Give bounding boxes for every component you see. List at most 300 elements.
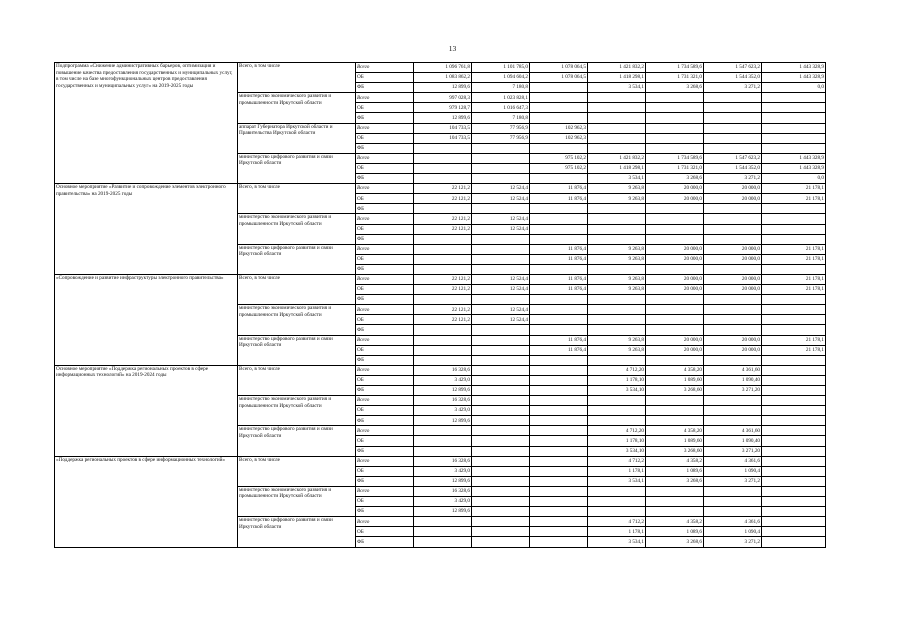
year-2025-cell <box>762 143 826 153</box>
year-2020-cell <box>472 143 530 153</box>
year-2025-cell <box>762 133 826 143</box>
year-2025-cell <box>762 315 826 325</box>
year-2023-cell: 4 358,2 <box>646 456 704 466</box>
program-cell: «Сопровождение и развитие инфраструктуры электронного правительства» <box>55 274 238 365</box>
year-2022-cell: 1 178,1 <box>588 466 646 476</box>
year-2021-cell <box>530 486 588 496</box>
year-2024-cell <box>704 355 762 365</box>
year-2020-cell <box>472 355 530 365</box>
year-2019-cell: 22 121,2 <box>414 214 472 224</box>
year-2025-cell <box>762 456 826 466</box>
year-2021-cell <box>530 113 588 123</box>
year-2022-cell: 9 263,8 <box>588 184 646 194</box>
year-2024-cell: 20 000,0 <box>704 274 762 284</box>
year-2020-cell <box>472 325 530 335</box>
year-2023-cell: 4 358,20 <box>646 426 704 436</box>
year-2021-cell <box>530 355 588 365</box>
year-2021-cell <box>530 406 588 416</box>
year-2021-cell <box>530 93 588 103</box>
year-2025-cell <box>762 264 826 274</box>
year-2020-cell <box>472 365 530 375</box>
year-2025-cell <box>762 234 826 244</box>
source-cell: ФБ <box>356 295 414 305</box>
year-2025-cell <box>762 375 826 385</box>
year-2025-cell <box>762 406 826 416</box>
year-2024-cell <box>704 214 762 224</box>
source-cell: ФБ <box>356 386 414 396</box>
year-2023-cell <box>646 315 704 325</box>
year-2023-cell <box>646 143 704 153</box>
year-2020-cell <box>472 486 530 496</box>
year-2021-cell <box>530 386 588 396</box>
year-2021-cell <box>530 264 588 274</box>
year-2019-cell: 1 096 761,8 <box>414 63 472 73</box>
year-2024-cell: 4 361,60 <box>704 365 762 375</box>
year-2024-cell <box>704 224 762 234</box>
year-2025-cell: 21 178,1 <box>762 335 826 345</box>
year-2025-cell: 21 178,1 <box>762 244 826 254</box>
year-2019-cell: 22 121,2 <box>414 315 472 325</box>
year-2023-cell <box>646 224 704 234</box>
source-cell: ОБ <box>356 315 414 325</box>
year-2024-cell <box>704 406 762 416</box>
year-2023-cell: 20 000,0 <box>646 285 704 295</box>
year-2024-cell: 4 361,6 <box>704 456 762 466</box>
year-2023-cell: 1 731 321,0 <box>646 163 704 173</box>
year-2021-cell <box>530 416 588 426</box>
year-2020-cell <box>472 507 530 517</box>
year-2019-cell <box>414 163 472 173</box>
year-2019-cell: 12 899,6 <box>414 113 472 123</box>
year-2024-cell: 1 547 623,2 <box>704 63 762 73</box>
year-2021-cell: 11 876,4 <box>530 274 588 284</box>
source-cell: Всего <box>356 517 414 527</box>
source-cell: ОБ <box>356 497 414 507</box>
year-2022-cell <box>588 295 646 305</box>
year-2023-cell: 1 731 321,0 <box>646 73 704 83</box>
executor-cell: Всего, в том числе <box>238 63 356 93</box>
year-2022-cell: 9 263,8 <box>588 274 646 284</box>
year-2021-cell <box>530 466 588 476</box>
year-2020-cell <box>472 527 530 537</box>
year-2022-cell <box>588 123 646 133</box>
year-2024-cell: 3 271,20 <box>704 386 762 396</box>
year-2022-cell <box>588 497 646 507</box>
year-2023-cell: 3 268,6 <box>646 83 704 93</box>
year-2024-cell: 20 000,0 <box>704 345 762 355</box>
year-2020-cell <box>472 537 530 547</box>
year-2019-cell <box>414 426 472 436</box>
year-2022-cell: 1 421 832,2 <box>588 153 646 163</box>
year-2024-cell <box>704 486 762 496</box>
year-2022-cell <box>588 305 646 315</box>
year-2020-cell: 12 524,4 <box>472 305 530 315</box>
source-cell: ОБ <box>356 436 414 446</box>
year-2024-cell: 4 361,6 <box>704 517 762 527</box>
year-2023-cell <box>646 93 704 103</box>
year-2023-cell: 1 089,6 <box>646 466 704 476</box>
year-2024-cell: 20 000,0 <box>704 254 762 264</box>
source-cell: ОБ <box>356 254 414 264</box>
source-cell: ОБ <box>356 345 414 355</box>
year-2020-cell: 12 524,4 <box>472 315 530 325</box>
source-cell: ФБ <box>356 537 414 547</box>
year-2020-cell <box>472 153 530 163</box>
year-2022-cell <box>588 133 646 143</box>
year-2023-cell <box>646 103 704 113</box>
year-2019-cell: 3 429,0 <box>414 466 472 476</box>
year-2020-cell <box>472 234 530 244</box>
year-2022-cell: 1 418 298,1 <box>588 163 646 173</box>
year-2019-cell <box>414 244 472 254</box>
year-2021-cell <box>530 426 588 436</box>
year-2025-cell <box>762 224 826 234</box>
year-2020-cell <box>472 386 530 396</box>
year-2024-cell <box>704 264 762 274</box>
year-2020-cell <box>472 163 530 173</box>
year-2020-cell: 1 023 828,1 <box>472 93 530 103</box>
year-2025-cell <box>762 436 826 446</box>
year-2022-cell <box>588 264 646 274</box>
year-2019-cell <box>414 264 472 274</box>
year-2019-cell: 22 121,2 <box>414 285 472 295</box>
year-2022-cell <box>588 315 646 325</box>
year-2022-cell: 1 178,1 <box>588 527 646 537</box>
table-row <box>55 456 826 466</box>
year-2020-cell <box>472 295 530 305</box>
executor-cell: Всего, в том числе <box>238 456 356 486</box>
year-2023-cell: 3 268,60 <box>646 386 704 396</box>
source-cell: Всего <box>356 365 414 375</box>
year-2023-cell <box>646 396 704 406</box>
year-2025-cell: 1 443 328,9 <box>762 163 826 173</box>
year-2021-cell <box>530 83 588 93</box>
year-2020-cell <box>472 426 530 436</box>
year-2019-cell <box>414 295 472 305</box>
year-2021-cell <box>530 517 588 527</box>
year-2023-cell: 1 734 589,6 <box>646 63 704 73</box>
executor-cell: министерство экономического развития и промышленности Иркутской области <box>238 305 356 335</box>
year-2024-cell <box>704 103 762 113</box>
year-2019-cell <box>414 254 472 264</box>
year-2025-cell <box>762 507 826 517</box>
year-2019-cell: 3 429,0 <box>414 497 472 507</box>
program-cell: Основное мероприятие «Развитие и сопровождение элементов электронного правительства» на 2019-2025 годы <box>55 184 238 275</box>
year-2020-cell: 7 180,8 <box>472 113 530 123</box>
year-2024-cell: 3 271,2 <box>704 83 762 93</box>
year-2024-cell <box>704 123 762 133</box>
table-row <box>55 184 826 194</box>
year-2025-cell: 21 178,1 <box>762 194 826 204</box>
source-cell: ФБ <box>356 416 414 426</box>
year-2023-cell: 1 089,6 <box>646 527 704 537</box>
year-2023-cell <box>646 295 704 305</box>
executor-cell: Всего, в том числе <box>238 184 356 214</box>
year-2020-cell <box>472 204 530 214</box>
executor-cell: министерство экономического развития и промышленности Иркутской области <box>238 93 356 123</box>
source-cell: ФБ <box>356 234 414 244</box>
year-2023-cell <box>646 133 704 143</box>
year-2022-cell: 4 712,2 <box>588 456 646 466</box>
budget-table <box>54 62 826 548</box>
executor-cell: министерство экономического развития и промышленности Иркутской области <box>238 486 356 516</box>
table-row <box>55 63 826 73</box>
year-2019-cell: 12 899,6 <box>414 416 472 426</box>
executor-cell: министерство цифрового развития и связи Иркутской области <box>238 244 356 274</box>
year-2022-cell: 9 263,8 <box>588 254 646 264</box>
year-2022-cell: 9 263,8 <box>588 335 646 345</box>
year-2025-cell <box>762 446 826 456</box>
source-cell: Всего <box>356 153 414 163</box>
source-cell: Всего <box>356 396 414 406</box>
year-2022-cell <box>588 204 646 214</box>
year-2023-cell <box>646 123 704 133</box>
year-2024-cell: 20 000,0 <box>704 335 762 345</box>
year-2022-cell <box>588 224 646 234</box>
year-2024-cell <box>704 325 762 335</box>
year-2025-cell <box>762 325 826 335</box>
source-cell: Всего <box>356 63 414 73</box>
year-2021-cell <box>530 234 588 244</box>
year-2021-cell <box>530 456 588 466</box>
year-2024-cell <box>704 295 762 305</box>
year-2020-cell <box>472 244 530 254</box>
year-2020-cell: 7 180,8 <box>472 83 530 93</box>
year-2019-cell: 1 083 862,2 <box>414 73 472 83</box>
table-row <box>55 365 826 375</box>
year-2021-cell <box>530 295 588 305</box>
year-2020-cell: 12 524,4 <box>472 274 530 284</box>
year-2023-cell <box>646 113 704 123</box>
year-2019-cell <box>414 517 472 527</box>
year-2024-cell: 20 000,0 <box>704 285 762 295</box>
year-2021-cell <box>530 103 588 113</box>
year-2021-cell <box>530 476 588 486</box>
program-cell: Подпрограмма «Снижение административных барьеров, оптимизация и повышение качества предоставления государственных и муниципальных услуг, в том числе на базе многофункциональных центров предоставления государственных и муниципальных услуг» на 2019-2025 годы <box>55 63 238 184</box>
year-2025-cell <box>762 476 826 486</box>
year-2022-cell: 3 534,1 <box>588 83 646 93</box>
year-2020-cell <box>472 517 530 527</box>
year-2021-cell <box>530 507 588 517</box>
year-2019-cell <box>414 204 472 214</box>
year-2021-cell <box>530 436 588 446</box>
year-2020-cell <box>472 456 530 466</box>
executor-cell: министерство экономического развития и промышленности Иркутской области <box>238 214 356 244</box>
year-2025-cell <box>762 103 826 113</box>
year-2025-cell: 1 443 328,9 <box>762 73 826 83</box>
year-2025-cell <box>762 537 826 547</box>
year-2025-cell: 21 178,1 <box>762 274 826 284</box>
executor-cell: Всего, в том числе <box>238 274 356 304</box>
year-2021-cell <box>530 305 588 315</box>
year-2023-cell <box>646 305 704 315</box>
year-2024-cell <box>704 93 762 103</box>
source-cell: Всего <box>356 123 414 133</box>
year-2023-cell: 20 000,0 <box>646 345 704 355</box>
year-2023-cell <box>646 325 704 335</box>
source-cell: ОБ <box>356 73 414 83</box>
year-2024-cell: 1 544 352,0 <box>704 73 762 83</box>
year-2019-cell <box>414 527 472 537</box>
year-2025-cell: 21 178,1 <box>762 345 826 355</box>
year-2021-cell <box>530 224 588 234</box>
year-2020-cell: 77 956,9 <box>472 133 530 143</box>
source-cell: Всего <box>356 426 414 436</box>
year-2025-cell: 21 178,1 <box>762 184 826 194</box>
year-2022-cell: 9 263,8 <box>588 345 646 355</box>
year-2020-cell <box>472 396 530 406</box>
source-cell: ФБ <box>356 204 414 214</box>
year-2025-cell: 1 443 328,9 <box>762 63 826 73</box>
year-2020-cell <box>472 466 530 476</box>
year-2024-cell: 3 271,2 <box>704 174 762 184</box>
year-2020-cell <box>472 335 530 345</box>
year-2021-cell <box>530 214 588 224</box>
year-2021-cell <box>530 375 588 385</box>
year-2021-cell <box>530 497 588 507</box>
year-2021-cell: 975 102,2 <box>530 153 588 163</box>
year-2022-cell <box>588 234 646 244</box>
year-2019-cell: 12 899,6 <box>414 507 472 517</box>
year-2025-cell <box>762 305 826 315</box>
year-2025-cell <box>762 486 826 496</box>
source-cell: ФБ <box>356 83 414 93</box>
year-2020-cell: 12 524,4 <box>472 285 530 295</box>
executor-cell: министерство цифрового развития и связи Иркутской области <box>238 153 356 183</box>
year-2023-cell: 20 000,0 <box>646 335 704 345</box>
source-cell: ФБ <box>356 143 414 153</box>
year-2024-cell <box>704 305 762 315</box>
year-2025-cell <box>762 123 826 133</box>
year-2021-cell <box>530 527 588 537</box>
year-2021-cell: 11 876,4 <box>530 194 588 204</box>
year-2019-cell <box>414 537 472 547</box>
year-2022-cell: 4 712,20 <box>588 365 646 375</box>
year-2023-cell: 1 089,60 <box>646 436 704 446</box>
year-2023-cell <box>646 416 704 426</box>
year-2022-cell <box>588 103 646 113</box>
year-2025-cell <box>762 214 826 224</box>
source-cell: ФБ <box>356 476 414 486</box>
year-2023-cell: 1 734 589,6 <box>646 153 704 163</box>
year-2022-cell <box>588 486 646 496</box>
year-2023-cell: 20 000,0 <box>646 244 704 254</box>
year-2024-cell <box>704 234 762 244</box>
year-2020-cell <box>472 436 530 446</box>
year-2019-cell: 104 733,5 <box>414 133 472 143</box>
year-2022-cell: 3 534,1 <box>588 476 646 486</box>
source-cell: ФБ <box>356 355 414 365</box>
year-2022-cell <box>588 214 646 224</box>
year-2021-cell <box>530 365 588 375</box>
year-2022-cell: 4 712,2 <box>588 517 646 527</box>
year-2025-cell <box>762 527 826 537</box>
year-2025-cell <box>762 466 826 476</box>
year-2023-cell <box>646 234 704 244</box>
year-2022-cell <box>588 396 646 406</box>
year-2021-cell: 102 962,3 <box>530 133 588 143</box>
program-cell: «Поддержка региональных проектов в сфере информационных технологий» <box>55 456 238 547</box>
executor-cell: министерство цифрового развития и связи Иркутской области <box>238 335 356 365</box>
year-2022-cell <box>588 113 646 123</box>
year-2019-cell: 22 121,2 <box>414 224 472 234</box>
source-cell: Всего <box>356 184 414 194</box>
year-2019-cell: 22 121,2 <box>414 194 472 204</box>
year-2019-cell: 3 429,0 <box>414 406 472 416</box>
year-2023-cell <box>646 355 704 365</box>
year-2019-cell <box>414 335 472 345</box>
year-2019-cell <box>414 436 472 446</box>
source-cell: Всего <box>356 274 414 284</box>
year-2019-cell <box>414 345 472 355</box>
year-2024-cell: 20 000,0 <box>704 194 762 204</box>
executor-cell: министерство цифрового развития и связи Иркутской области <box>238 426 356 456</box>
year-2019-cell: 22 121,2 <box>414 184 472 194</box>
year-2024-cell: 1 544 352,0 <box>704 163 762 173</box>
year-2021-cell <box>530 446 588 456</box>
year-2025-cell <box>762 355 826 365</box>
year-2021-cell <box>530 315 588 325</box>
program-cell: Основное мероприятие «Поддержка региональных проектов в сфере информационных технологий» на 2019-2024 годы <box>55 365 238 456</box>
year-2021-cell <box>530 396 588 406</box>
year-2021-cell <box>530 537 588 547</box>
source-cell: Всего <box>356 456 414 466</box>
year-2022-cell: 9 263,8 <box>588 285 646 295</box>
year-2020-cell: 12 524,4 <box>472 224 530 234</box>
year-2020-cell: 1 101 785,0 <box>472 63 530 73</box>
year-2022-cell <box>588 93 646 103</box>
year-2020-cell <box>472 174 530 184</box>
year-2024-cell: 1 090,40 <box>704 436 762 446</box>
year-2022-cell: 3 534,10 <box>588 446 646 456</box>
year-2024-cell: 1 090,40 <box>704 375 762 385</box>
year-2020-cell <box>472 476 530 486</box>
year-2023-cell: 20 000,0 <box>646 184 704 194</box>
year-2025-cell <box>762 396 826 406</box>
year-2020-cell <box>472 446 530 456</box>
year-2022-cell <box>588 143 646 153</box>
source-cell: ОБ <box>356 466 414 476</box>
year-2019-cell: 16 328,6 <box>414 365 472 375</box>
year-2025-cell: 21 178,1 <box>762 285 826 295</box>
year-2023-cell: 3 268,6 <box>646 174 704 184</box>
year-2023-cell: 20 000,0 <box>646 194 704 204</box>
year-2021-cell: 975 102,2 <box>530 163 588 173</box>
table-row <box>55 274 826 284</box>
year-2019-cell: 16 328,6 <box>414 486 472 496</box>
year-2019-cell <box>414 446 472 456</box>
year-2019-cell: 16 328,6 <box>414 396 472 406</box>
year-2020-cell <box>472 264 530 274</box>
year-2021-cell: 1 078 064,5 <box>530 73 588 83</box>
year-2024-cell <box>704 113 762 123</box>
year-2023-cell: 3 268,6 <box>646 476 704 486</box>
year-2022-cell: 1 418 298,1 <box>588 73 646 83</box>
year-2024-cell: 20 000,0 <box>704 184 762 194</box>
source-cell: ОБ <box>356 527 414 537</box>
year-2023-cell <box>646 204 704 214</box>
year-2025-cell <box>762 386 826 396</box>
year-2024-cell <box>704 315 762 325</box>
year-2021-cell: 11 876,4 <box>530 254 588 264</box>
year-2024-cell <box>704 497 762 507</box>
source-cell: ОБ <box>356 224 414 234</box>
year-2025-cell: 0,0 <box>762 83 826 93</box>
source-cell: Всего <box>356 335 414 345</box>
source-cell: Всего <box>356 486 414 496</box>
source-cell: ФБ <box>356 113 414 123</box>
source-cell: ОБ <box>356 285 414 295</box>
